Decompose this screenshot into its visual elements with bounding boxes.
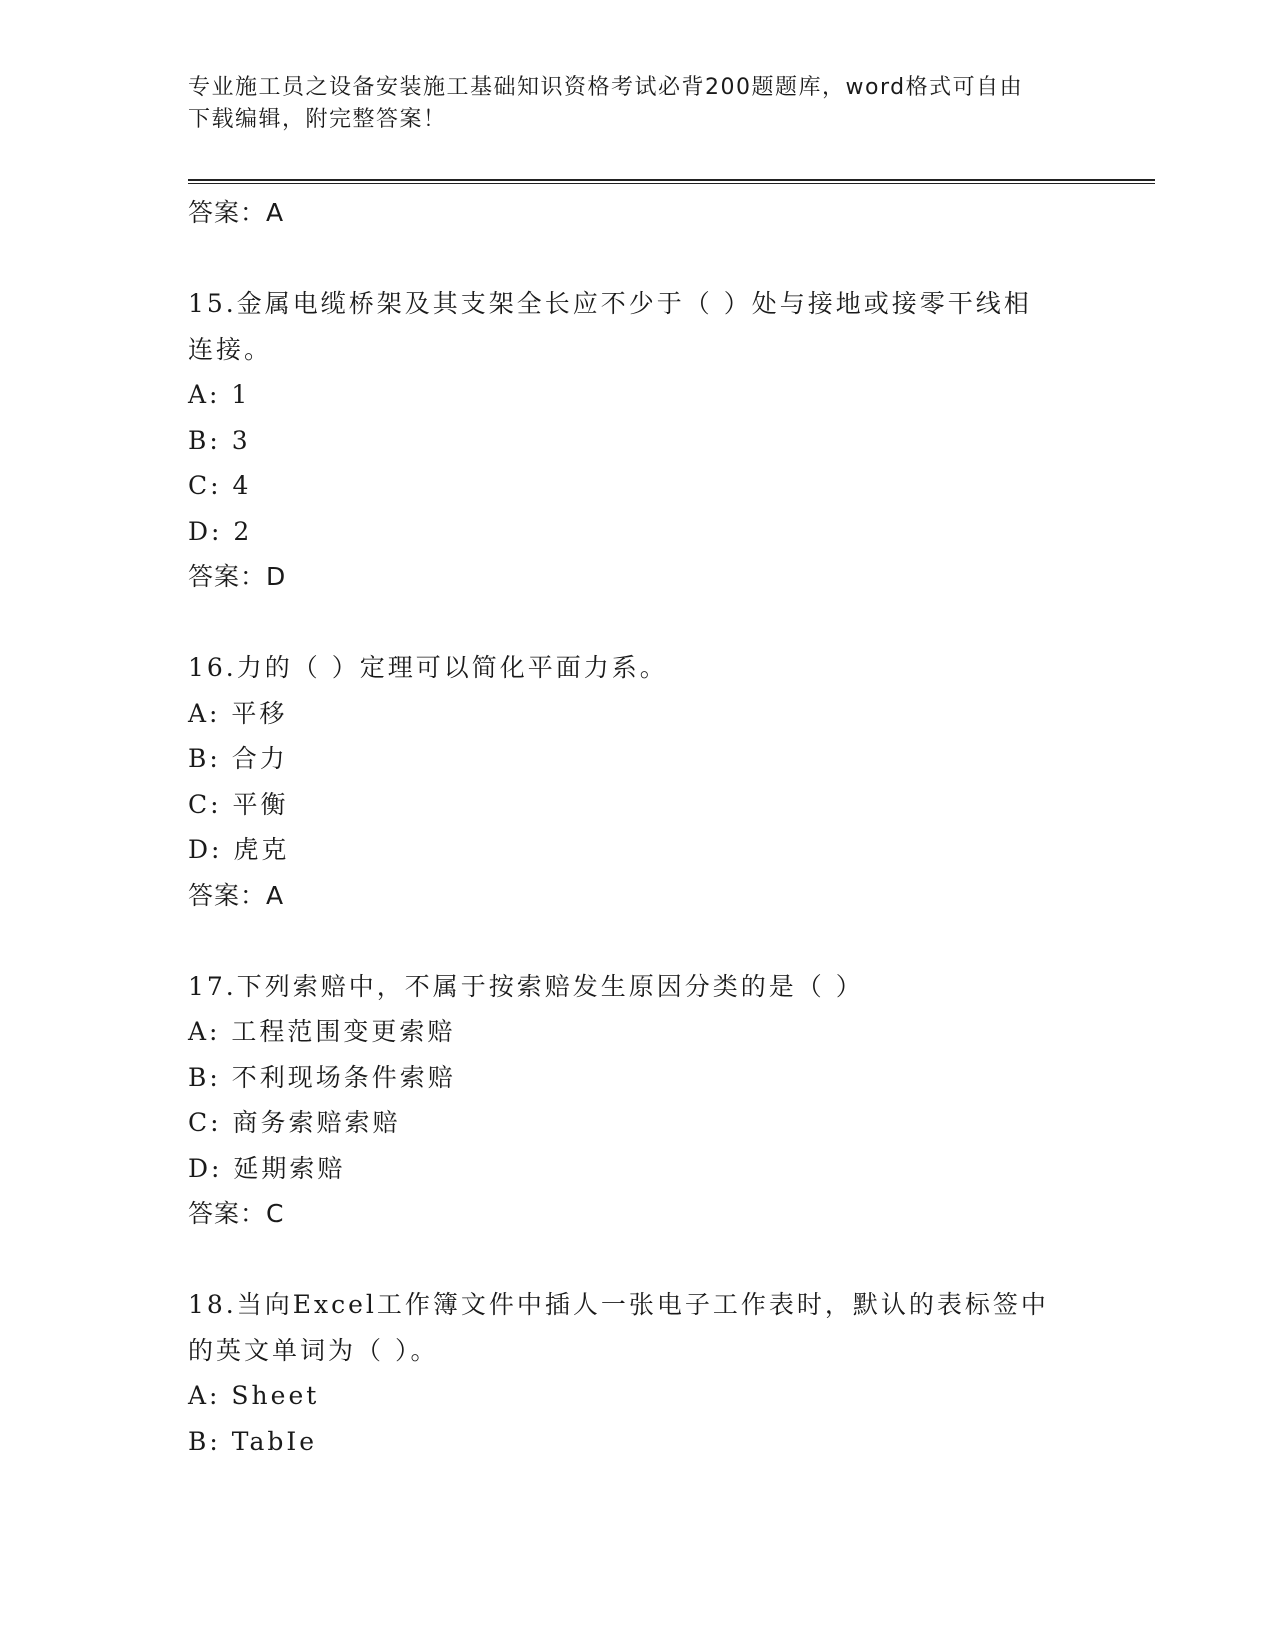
header-line-2: 下载编辑，附完整答案！ xyxy=(188,107,447,132)
option-d: D: 2 xyxy=(188,516,253,546)
option-c: C: 4 xyxy=(188,471,252,500)
header-line-1: 专业施工员之设备安装施工基础知识资格考试必背200题题库，word格式可自由 xyxy=(188,75,1024,100)
page-header xyxy=(188,72,1088,136)
question-17-answer: 答案：C xyxy=(188,1199,285,1228)
question-16-answer: 答案：A xyxy=(188,880,285,910)
question-16 xyxy=(188,645,1088,918)
option-b: B: 不利现场条件索赔 xyxy=(188,1062,456,1092)
question-17-text: 17.下列索赔中，不属于按索赔发生原因分类的是（ ） xyxy=(188,971,864,1001)
question-15 xyxy=(188,281,1088,600)
question-list xyxy=(188,190,1088,1464)
question-18-text xyxy=(188,1282,1068,1373)
question-18-line-2: 的英文单词为（ ）。 xyxy=(188,1335,439,1365)
spacer xyxy=(188,1237,1088,1283)
option-c: C: 平衡 xyxy=(188,789,289,819)
question-15-line-2: 连接。 xyxy=(188,334,273,364)
spacer xyxy=(188,600,1088,646)
question-15-line-1: 15.金属电缆桥架及其支架全长应不少于（ ）处与接地或接零干线相 xyxy=(188,289,1032,318)
question-15-text xyxy=(188,281,1068,372)
header-divider xyxy=(188,179,1155,184)
option-a: A: Sheet xyxy=(188,1381,320,1410)
option-c: C: 商务索赔索赔 xyxy=(188,1108,401,1137)
question-15-answer: 答案：D xyxy=(188,562,287,591)
question-17 xyxy=(188,964,1088,1237)
option-a: A: 平移 xyxy=(188,698,288,728)
question-18 xyxy=(188,1282,1088,1464)
answer-previous: 答案：A xyxy=(188,198,285,227)
option-b: B: 3 xyxy=(188,425,251,455)
option-a: A: 工程范围变更索赔 xyxy=(188,1017,456,1046)
option-d: D: 延期索赔 xyxy=(188,1153,346,1183)
option-d: D: 虎克 xyxy=(188,835,290,864)
option-b: B: 合力 xyxy=(188,744,288,773)
spacer xyxy=(188,236,1088,282)
question-16-text: 16.力的（ ）定理可以简化平面力系。 xyxy=(188,653,668,682)
option-a: A: 1 xyxy=(188,380,251,409)
option-b: B: TabIe xyxy=(188,1426,318,1456)
question-18-line-1: 18.当向Excel工作簿文件中插人一张电子工作表时，默认的表标签中 xyxy=(188,1290,1049,1319)
spacer xyxy=(188,918,1088,964)
